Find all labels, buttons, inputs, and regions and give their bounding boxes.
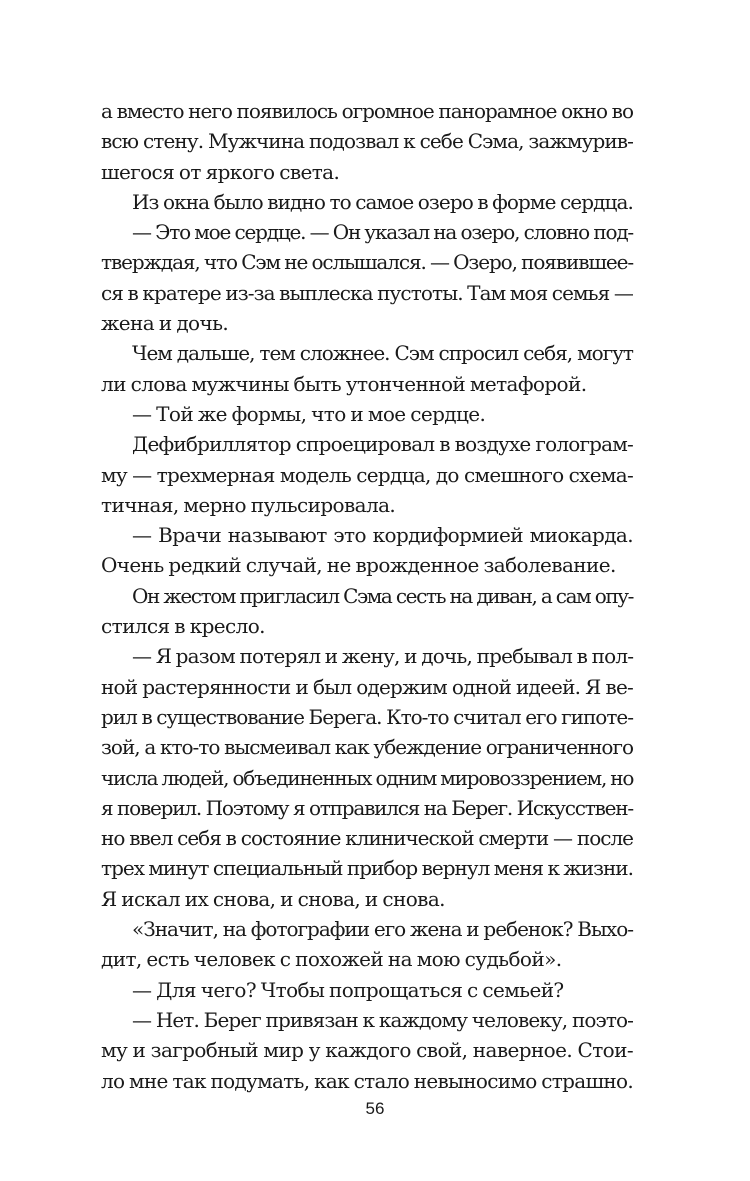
text-line: — Той же формы, что и мое сердце. xyxy=(132,401,486,426)
text-line: Дефибриллятор спроецировал в воздухе голограм- xyxy=(132,432,633,457)
text-line: Чем дальше, тем сложнее. Сэм спросил себя, могут xyxy=(132,341,633,366)
body-text xyxy=(101,96,633,1096)
text-line: я поверил. Поэтому я отправился на Берег. Искусствен- xyxy=(101,795,633,820)
text-line: ло мне так подумать, как стало невыносимо страшно. xyxy=(101,1068,633,1093)
text-line: — Для чего? Чтобы попрощаться с семьей? xyxy=(132,977,564,1002)
text-line: дит, есть человек с похожей на мою судьбой». xyxy=(101,947,562,972)
page-number: 56 xyxy=(365,1099,385,1118)
text-line: — Я разом потерял и жену, и дочь, пребывал в пол- xyxy=(132,644,634,669)
text-line: рил в существование Берега. Кто-то считал его гипоте- xyxy=(101,704,633,729)
text-line: — Врачи называют это кордиформией миокарда. xyxy=(132,523,633,548)
text-line: ся в кратере из-за выплеска пустоты. Там моя семья — xyxy=(101,280,633,305)
text-line: тичная, мерно пульсировала. xyxy=(101,492,396,517)
text-line: Я искал их снова, и снова, и снова. xyxy=(101,886,445,911)
text-line: зой, а кто-то высмеивал как убеждение ограниченного xyxy=(101,735,633,760)
text-line: му — трехмерная модель сердца, до смешного схема- xyxy=(101,462,633,487)
text-line: но ввел себя в состояние клинической смерти — после xyxy=(101,826,633,851)
text-line: Очень редкий случай, не врожденное заболевание. xyxy=(101,553,616,578)
text-line: числа людей, объединенных одним мировоззрением, но xyxy=(101,765,634,790)
text-line: — Это мое сердце. — Он указал на озеро, словно под- xyxy=(132,220,633,245)
text-line: ной растерянности и был одержим одной идеей. Я ве- xyxy=(101,674,633,699)
text-line: «Значит, на фотографии его жена и ребенок? Выхо- xyxy=(132,917,633,942)
text-line: трех минут специальный прибор вернул меня к жизни. xyxy=(101,856,633,881)
text-line: тверждая, что Сэм не ослышался. — Озеро, появившее- xyxy=(101,250,633,275)
text-line: стился в кресло. xyxy=(101,614,265,639)
text-line: Из окна было видно то самое озеро в форме сердца. xyxy=(132,189,633,214)
text-line: Он жестом пригласил Сэма сесть на диван, а сам опу- xyxy=(132,583,633,608)
text-line: — Нет. Берег привязан к каждому человеку, поэто- xyxy=(132,1007,633,1032)
text-line: му и загробный мир у каждого свой, наверное. Стои- xyxy=(101,1038,633,1063)
text-line: всю стену. Мужчина подозвал к себе Сэма, зажмурив- xyxy=(101,129,633,154)
text-line: ли слова мужчины быть утонченной метафорой. xyxy=(101,371,587,396)
text-line: жена и дочь. xyxy=(101,311,229,336)
text-line: шегося от яркого света. xyxy=(101,159,340,184)
text-line: а вместо него появилось огромное панорамное окно во xyxy=(101,99,633,123)
